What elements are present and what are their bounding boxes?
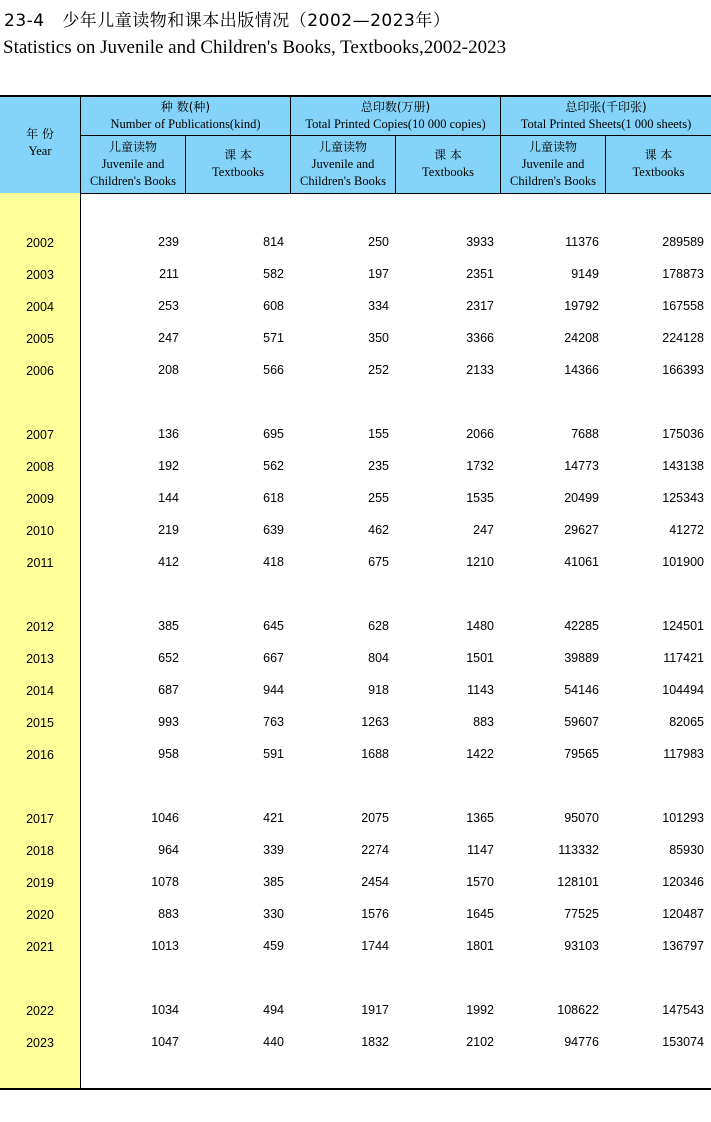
header-group-publications (81, 99, 290, 133)
row-value: 1688 (361, 747, 389, 761)
row-value: 1147 (467, 843, 494, 857)
row-value: 95070 (564, 811, 599, 825)
row-year: 2016 (26, 748, 54, 762)
header-sub-en: Children's Books (90, 174, 176, 188)
row-year: 2008 (26, 460, 54, 474)
row-value: 1535 (466, 491, 494, 505)
table-bottom-rule (0, 1088, 711, 1090)
row-value: 253 (158, 299, 179, 313)
row-year: 2002 (26, 236, 54, 250)
row-value: 608 (263, 299, 284, 313)
row-value: 14366 (564, 363, 599, 377)
row-value: 42285 (564, 619, 599, 633)
header-year-cn: 年 份 (26, 127, 54, 141)
row-value: 639 (263, 523, 284, 537)
row-value: 85930 (669, 843, 704, 857)
row-value: 197 (368, 267, 389, 281)
row-value: 82065 (669, 715, 704, 729)
row-value: 1263 (361, 715, 389, 729)
row-value: 175036 (662, 427, 704, 441)
row-value: 108622 (557, 1003, 599, 1017)
row-value: 178873 (662, 267, 704, 281)
row-value: 3933 (466, 235, 494, 249)
row-value: 1570 (466, 875, 494, 889)
header-group-en: Total Printed Sheets(1 000 sheets) (520, 117, 692, 131)
row-value: 120346 (662, 875, 704, 889)
row-value: 101293 (662, 811, 704, 825)
header-sub-juvenile (81, 139, 185, 190)
row-value: 418 (263, 555, 284, 569)
header-group-cn: 种 数(种) (160, 100, 211, 114)
row-value: 7688 (571, 427, 599, 441)
row-value: 993 (158, 715, 179, 729)
row-value: 113332 (558, 843, 599, 857)
row-value: 24208 (564, 331, 599, 345)
row-value: 412 (158, 555, 179, 569)
row-value: 814 (263, 235, 284, 249)
row-value: 1034 (151, 1003, 179, 1017)
row-year: 2013 (26, 652, 54, 666)
row-value: 687 (158, 683, 179, 697)
header-sub-en: Textbooks (212, 165, 264, 179)
row-value: 2102 (466, 1035, 494, 1049)
header-sub-juvenile (501, 139, 605, 190)
row-value: 918 (368, 683, 389, 697)
header-sub-en: Textbooks (632, 165, 685, 179)
header-group-copies (291, 99, 500, 133)
header-sub-textbooks (396, 147, 500, 181)
header-sub-textbooks (186, 147, 290, 181)
row-value: 883 (158, 907, 179, 921)
row-value: 494 (263, 1003, 284, 1017)
row-value: 247 (473, 523, 494, 537)
row-value: 144 (158, 491, 179, 505)
row-value: 167558 (662, 299, 704, 313)
row-value: 136797 (662, 939, 704, 953)
row-value: 155 (368, 427, 389, 441)
row-value: 2274 (361, 843, 389, 857)
row-value: 628 (368, 619, 389, 633)
table-row (0, 1000, 711, 1020)
row-value: 459 (263, 939, 284, 953)
row-year: 2017 (26, 812, 54, 826)
row-value: 562 (263, 459, 284, 473)
row-value: 2066 (466, 427, 494, 441)
table-row (0, 744, 711, 764)
row-year: 2023 (26, 1036, 54, 1050)
row-value: 19792 (564, 299, 599, 313)
header-sub-cn: 课 本 (224, 148, 252, 162)
row-value: 224128 (662, 331, 704, 345)
row-value: 645 (263, 619, 284, 633)
row-value: 166393 (662, 363, 704, 377)
table-row (0, 520, 711, 540)
row-value: 1501 (466, 651, 494, 665)
header-sub-en: Textbooks (422, 165, 474, 179)
row-value: 104494 (662, 683, 704, 697)
table-row (0, 904, 711, 924)
row-value: 1422 (466, 747, 494, 761)
row-year: 2022 (26, 1004, 54, 1018)
row-value: 1645 (466, 907, 494, 921)
row-value: 2454 (361, 875, 389, 889)
table-number: 23-4 (4, 11, 45, 31)
header-sub-cn: 课 本 (434, 148, 462, 162)
table-row (0, 232, 711, 252)
table-row (0, 264, 711, 284)
header-sub-cn: 课 本 (644, 148, 673, 162)
table-row (0, 360, 711, 380)
row-year: 2007 (26, 428, 54, 442)
table-row (0, 712, 711, 732)
table-row (0, 648, 711, 668)
row-value: 54146 (564, 683, 599, 697)
row-value: 334 (368, 299, 389, 313)
row-value: 667 (263, 651, 284, 665)
table-row (0, 872, 711, 892)
row-value: 330 (263, 907, 284, 921)
header-sub-en: Juvenile and (521, 157, 585, 171)
table-title-en: Statistics on Juvenile and Children's Books, Textbooks,2002-2023 (3, 37, 507, 58)
table-row (0, 552, 711, 572)
table-row (0, 936, 711, 956)
table-row (0, 840, 711, 860)
row-value: 120487 (662, 907, 704, 921)
header-group-en: Number of Publications(kind) (110, 117, 261, 131)
header-bottom-rule (0, 193, 711, 194)
row-value: 136 (158, 427, 179, 441)
table-row (0, 456, 711, 476)
row-year: 2020 (26, 908, 54, 922)
row-year: 2003 (26, 268, 54, 282)
row-value: 695 (263, 427, 284, 441)
row-value: 1576 (361, 907, 389, 921)
row-value: 255 (368, 491, 389, 505)
row-year: 2018 (26, 844, 54, 858)
row-value: 29627 (564, 523, 599, 537)
row-value: 11376 (565, 235, 599, 249)
row-value: 289589 (662, 235, 704, 249)
row-value: 1013 (151, 939, 179, 953)
row-value: 1917 (361, 1003, 389, 1017)
row-value: 1046 (151, 811, 179, 825)
header-year (0, 126, 80, 160)
row-value: 339 (263, 843, 284, 857)
row-value: 211 (159, 267, 179, 281)
row-value: 39889 (564, 651, 599, 665)
row-value: 235 (368, 459, 389, 473)
row-value: 582 (263, 267, 284, 281)
table-row (0, 424, 711, 444)
header-sub-textbooks (606, 147, 711, 181)
row-value: 117421 (663, 651, 704, 665)
row-value: 440 (263, 1035, 284, 1049)
table-row (0, 1032, 711, 1052)
row-value: 421 (263, 811, 284, 825)
row-value: 128101 (557, 875, 599, 889)
row-value: 2317 (466, 299, 494, 313)
row-year: 2004 (26, 300, 54, 314)
table-row (0, 296, 711, 316)
row-value: 2351 (466, 267, 494, 281)
row-value: 93103 (564, 939, 599, 953)
header-sub-en: Juvenile and (101, 157, 165, 171)
row-value: 153074 (662, 1035, 704, 1049)
row-value: 239 (158, 235, 179, 249)
row-value: 101900 (662, 555, 704, 569)
row-value: 958 (158, 747, 179, 761)
header-group-cn: 总印张(千印张) (565, 100, 647, 114)
row-value: 41061 (564, 555, 599, 569)
header-sub-cn: 儿童读物 (528, 140, 577, 154)
row-year: 2021 (26, 940, 54, 954)
row-value: 252 (368, 363, 389, 377)
row-value: 3366 (466, 331, 494, 345)
row-value: 143138 (662, 459, 704, 473)
row-value: 462 (368, 523, 389, 537)
header-sub-cn: 儿童读物 (108, 140, 157, 154)
header-sub-en: Juvenile and (311, 157, 375, 171)
row-value: 964 (158, 843, 179, 857)
row-value: 219 (158, 523, 179, 537)
row-value: 571 (263, 331, 284, 345)
row-value: 1047 (151, 1035, 179, 1049)
row-value: 1744 (361, 939, 389, 953)
row-value: 250 (368, 235, 389, 249)
row-year: 2012 (26, 620, 54, 634)
row-year: 2019 (26, 876, 54, 890)
header-group-sheets (501, 99, 711, 133)
header-group-cn: 总印数(万册) (360, 100, 431, 114)
row-value: 883 (473, 715, 494, 729)
row-year: 2015 (26, 716, 54, 730)
row-value: 14773 (564, 459, 599, 473)
table-title-cn (4, 6, 450, 31)
row-year: 2006 (26, 364, 54, 378)
row-value: 59607 (564, 715, 599, 729)
row-year: 2014 (26, 684, 54, 698)
row-year: 2009 (26, 492, 54, 506)
row-value: 9149 (571, 267, 599, 281)
row-value: 944 (263, 683, 284, 697)
row-value: 1365 (466, 811, 494, 825)
table-row (0, 328, 711, 348)
row-value: 117983 (663, 747, 704, 761)
row-value: 1210 (466, 555, 494, 569)
row-value: 1078 (151, 875, 179, 889)
row-value: 566 (263, 363, 284, 377)
row-value: 77525 (564, 907, 599, 921)
header-year-en: Year (28, 144, 52, 158)
row-year: 2011 (26, 556, 54, 570)
row-value: 1480 (466, 619, 494, 633)
row-value: 124501 (662, 619, 704, 633)
row-value: 1992 (466, 1003, 494, 1017)
row-value: 79565 (564, 747, 599, 761)
row-value: 1732 (466, 459, 494, 473)
row-value: 20499 (564, 491, 599, 505)
row-value: 125343 (662, 491, 704, 505)
row-value: 350 (368, 331, 389, 345)
header-sub-juvenile (291, 139, 395, 190)
table-row (0, 680, 711, 700)
row-value: 618 (263, 491, 284, 505)
header-group-en: Total Printed Copies(10 000 copies) (305, 117, 486, 131)
row-value: 94776 (564, 1035, 599, 1049)
table-row (0, 616, 711, 636)
table-header (0, 97, 711, 193)
row-value: 652 (158, 651, 179, 665)
table-row (0, 488, 711, 508)
row-value: 147543 (662, 1003, 704, 1017)
row-value: 763 (263, 715, 284, 729)
table-row (0, 808, 711, 828)
row-value: 675 (368, 555, 389, 569)
row-year: 2010 (26, 524, 54, 538)
row-value: 192 (158, 459, 179, 473)
row-value: 208 (158, 363, 179, 377)
header-sub-cn: 儿童读物 (318, 140, 367, 154)
row-value: 385 (158, 619, 179, 633)
header-sub-en: Children's Books (300, 174, 386, 188)
row-value: 1143 (467, 683, 494, 697)
title-cn-text: 少年儿童读物和课本出版情况（2002—2023年） (62, 11, 451, 31)
row-value: 247 (158, 331, 179, 345)
row-value: 385 (263, 875, 284, 889)
row-value: 2133 (466, 363, 494, 377)
row-value: 591 (263, 747, 284, 761)
row-value: 1832 (361, 1035, 389, 1049)
row-value: 41272 (669, 523, 704, 537)
header-sub-en: Children's Books (510, 174, 596, 188)
row-value: 1801 (466, 939, 494, 953)
row-value: 2075 (361, 811, 389, 825)
row-year: 2005 (26, 332, 54, 346)
row-value: 804 (368, 651, 389, 665)
